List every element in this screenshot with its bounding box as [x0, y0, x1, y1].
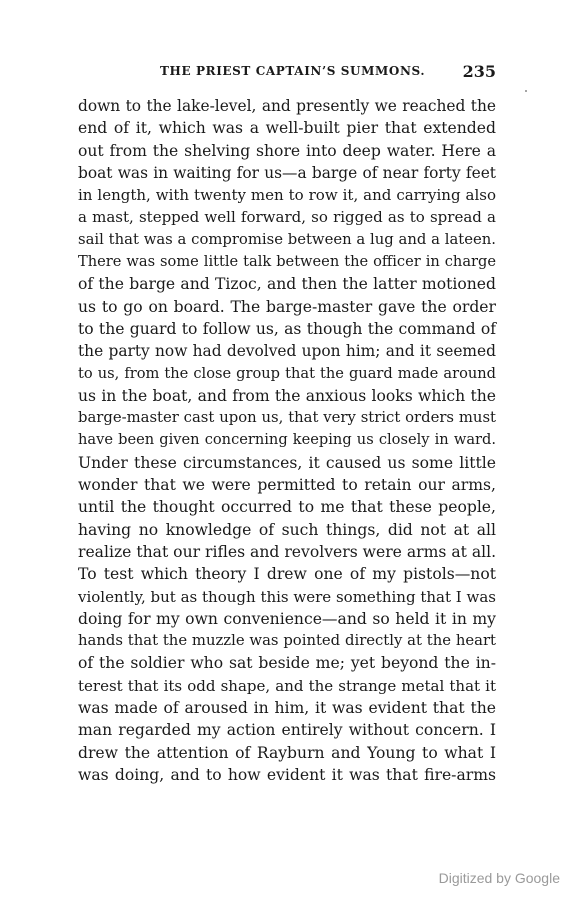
text-line: end of it, which was a well-built pier that extended [78, 119, 496, 138]
text-line: having no knowledge of such things, did not at all [78, 520, 496, 539]
text-line: down to the lake-level, and presently we reached the [78, 97, 496, 115]
text-line: boat was in waiting for us—a barge of near forty feet [78, 163, 496, 182]
running-title: THE PRIEST CAPTAIN’S SUMMONS. [160, 64, 426, 78]
text-line: in length, with twenty men to row it, and carrying also [78, 186, 496, 205]
text-line: Under these circumstances, it caused us some little [78, 453, 496, 472]
text-line: To test which theory I drew one of my pistols—not [78, 565, 496, 584]
text-line: the party now had devolved upon him; and it seemed [78, 342, 496, 361]
text-line: us in the boat, and from the anxious looks which the [78, 386, 496, 405]
text-line: to us, from the close group that the guard made around [78, 364, 496, 382]
text-line: hands that the muzzle was pointed directly at the heart [78, 632, 496, 650]
text-line: of the barge and Tizoc, and then the latter motioned [78, 275, 496, 294]
text-line: man regarded my action entirely without concern. I [78, 721, 496, 740]
text-line: drew the attention of Rayburn and Young to what I [78, 743, 496, 762]
digitized-watermark: Digitized by Google [438, 870, 560, 886]
text-line: terest that its odd shape, and the strange metal that it [78, 676, 496, 695]
paper-speck [525, 90, 527, 92]
page-number: 235 [462, 62, 496, 81]
text-line: of the soldier who sat beside me; yet beyond the in- [78, 654, 496, 673]
text-line: have been given concerning keeping us closely in ward. [78, 431, 496, 449]
text-line: to the guard to follow us, as though the command of [78, 319, 496, 338]
text-line: was made of aroused in him, it was evident that the [78, 699, 496, 718]
text-line: violently, but as though this were something that I was [78, 587, 496, 606]
text-line: until the thought occurred to me that these people, [78, 498, 496, 517]
text-line: barge-master cast upon us, that very strict orders must [78, 409, 496, 427]
text-line: sail that was a compromise between a lug and a lateen. [78, 230, 496, 248]
running-head [78, 64, 496, 84]
text-line: was doing, and to how evident it was that fire-arms [78, 765, 496, 784]
text-line: a mast, stepped well forward, so rigged as to spread a [78, 208, 496, 227]
text-line: wonder that we were permitted to retain our arms, [78, 476, 496, 495]
text-line: us to go on board. The barge-master gave the order [78, 297, 496, 316]
text-line: doing for my own convenience—and so held it in my [78, 609, 496, 628]
text-line: There was some little talk between the officer in charge [78, 253, 496, 271]
text-line: realize that our rifles and revolvers were arms at all. [78, 542, 497, 561]
body-text [78, 95, 496, 786]
text-line: out from the shelving shore into deep water. Here a [78, 141, 496, 160]
